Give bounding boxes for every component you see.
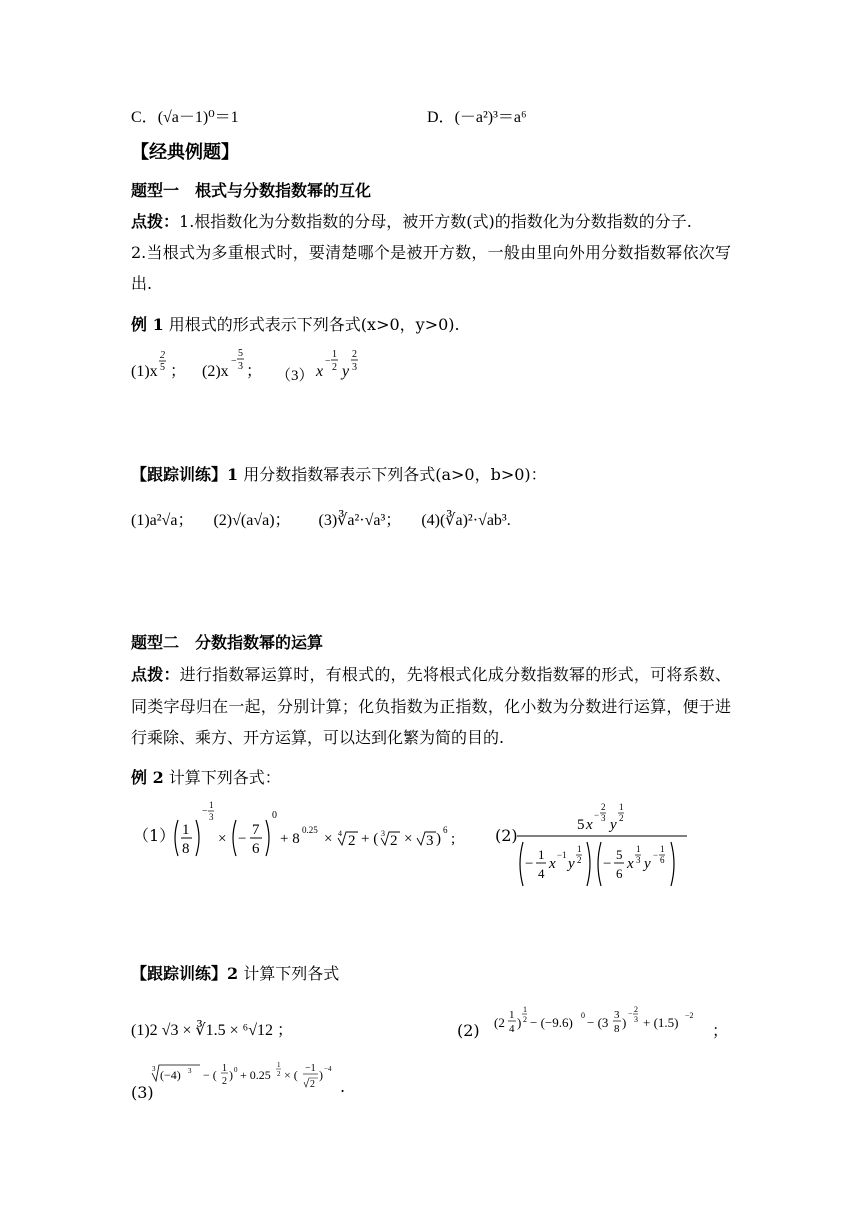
svg-text:0: 0 bbox=[272, 810, 277, 821]
type1-tip-line1: 1.根指数化为分数指数的分母，被开方数(式)的指数化为分数指数的分子. bbox=[179, 212, 692, 231]
type2-title: 题型二 分数指数幂的运算 bbox=[131, 633, 324, 652]
svg-text:1: 1 bbox=[509, 1009, 515, 1021]
svg-text:3: 3 bbox=[352, 362, 357, 373]
svg-text:x: x bbox=[586, 817, 593, 833]
practice1-item3: (3)∛a²·√a³； bbox=[318, 512, 402, 529]
practice1 bbox=[131, 465, 547, 485]
practice2-item2-end: ； bbox=[712, 1021, 729, 1040]
svg-text:3: 3 bbox=[152, 1065, 156, 1073]
svg-text:y: y bbox=[644, 856, 651, 872]
svg-text:1: 1 bbox=[636, 844, 641, 854]
svg-text:1: 1 bbox=[182, 822, 190, 838]
svg-text:8: 8 bbox=[614, 1023, 620, 1035]
svg-text:4: 4 bbox=[338, 829, 342, 838]
svg-text:1: 1 bbox=[209, 800, 214, 810]
svg-text:y: y bbox=[568, 856, 575, 872]
svg-text:−2: −2 bbox=[685, 1011, 694, 1020]
example1 bbox=[131, 315, 460, 335]
svg-text:×: × bbox=[324, 831, 333, 847]
practice1-text: 用分数指数幂表示下列各式(a>0，b>0)： bbox=[238, 465, 547, 484]
svg-text:2: 2 bbox=[523, 1015, 527, 1024]
svg-text:2: 2 bbox=[634, 1005, 638, 1014]
practice2-formula3 bbox=[148, 1057, 348, 1103]
svg-text:1: 1 bbox=[619, 802, 624, 812]
type1-tip bbox=[131, 206, 731, 299]
example1-text: 用根式的形式表示下列各式(x>0，y>0). bbox=[163, 315, 460, 334]
example2-label: 例 2 bbox=[131, 768, 164, 787]
svg-text:): ) bbox=[436, 831, 441, 847]
svg-text:1: 1 bbox=[538, 847, 545, 862]
svg-text:−: − bbox=[238, 831, 247, 847]
svg-text:y: y bbox=[610, 817, 617, 833]
svg-text:3: 3 bbox=[209, 812, 214, 822]
example1-formulas bbox=[128, 342, 388, 390]
svg-text:2: 2 bbox=[222, 1076, 227, 1087]
svg-text:7: 7 bbox=[252, 822, 260, 838]
svg-text:×: × bbox=[404, 831, 413, 847]
practice2-text: 计算下列各式 bbox=[238, 964, 340, 983]
ex2-item1-label: （1） bbox=[133, 826, 176, 845]
option-c-text: (√a－1)⁰＝1 bbox=[157, 109, 239, 126]
svg-text:−: − bbox=[603, 856, 612, 872]
example2-text: 计算下列各式： bbox=[163, 768, 281, 787]
svg-text:+ (: + ( bbox=[361, 831, 379, 847]
svg-text:5: 5 bbox=[160, 362, 165, 373]
svg-text:4: 4 bbox=[509, 1023, 515, 1035]
svg-text:8: 8 bbox=[182, 841, 190, 857]
svg-text:): ) bbox=[319, 1068, 323, 1082]
svg-text:× (: × ( bbox=[284, 1068, 298, 1082]
svg-text:2: 2 bbox=[619, 813, 624, 823]
svg-text:−: − bbox=[202, 806, 208, 817]
practice1-item1: (1)a²√a； bbox=[131, 512, 194, 529]
svg-text:2: 2 bbox=[348, 833, 356, 849]
svg-text:；: ； bbox=[170, 363, 187, 380]
svg-text:− (3: − (3 bbox=[587, 1015, 609, 1030]
svg-text:5: 5 bbox=[577, 817, 585, 833]
svg-text:3: 3 bbox=[426, 833, 434, 849]
type1-title: 题型一 根式与分数指数幂的互化 bbox=[131, 181, 372, 200]
ex1-item1-text: (1)x bbox=[131, 363, 158, 380]
svg-text:−1: −1 bbox=[557, 850, 567, 860]
svg-text:−: − bbox=[594, 810, 600, 820]
ex1-item1-exp: 2 bbox=[160, 350, 165, 361]
svg-text:2: 2 bbox=[390, 833, 398, 849]
svg-text:3: 3 bbox=[381, 829, 385, 838]
svg-text:0: 0 bbox=[234, 1066, 238, 1074]
svg-text:×: × bbox=[218, 831, 227, 847]
practice2-item3-end: . bbox=[340, 1077, 346, 1096]
type2-tip bbox=[131, 659, 731, 754]
svg-text:): ) bbox=[517, 1015, 522, 1030]
svg-text:5: 5 bbox=[238, 348, 243, 359]
svg-text:+ 0.25: + 0.25 bbox=[240, 1068, 271, 1082]
svg-text:− (−9.6): − (−9.6) bbox=[530, 1015, 573, 1030]
svg-text:(−4): (−4) bbox=[160, 1068, 181, 1082]
svg-text:1: 1 bbox=[577, 844, 582, 854]
example1-label: 例 1 bbox=[131, 315, 164, 334]
svg-text:−: − bbox=[525, 856, 534, 872]
ex1-item2-text: (2)x bbox=[202, 363, 229, 380]
svg-text:2: 2 bbox=[352, 349, 357, 360]
svg-text:6: 6 bbox=[443, 825, 448, 835]
svg-text:2: 2 bbox=[332, 362, 337, 373]
svg-text:2: 2 bbox=[277, 1070, 281, 1078]
svg-text:1: 1 bbox=[222, 1063, 227, 1074]
type2-tip-label: 点拨： bbox=[131, 665, 180, 684]
svg-text:6: 6 bbox=[616, 866, 623, 881]
option-c bbox=[131, 108, 239, 128]
ex2-item2-label: (2) bbox=[495, 826, 518, 845]
svg-text:3: 3 bbox=[634, 1015, 638, 1024]
ex2-formula2 bbox=[515, 798, 695, 890]
svg-text:1: 1 bbox=[332, 349, 337, 360]
svg-text:；: ； bbox=[246, 363, 263, 380]
svg-text:−: − bbox=[231, 356, 237, 367]
svg-text:−: − bbox=[653, 850, 659, 860]
svg-text:3: 3 bbox=[238, 361, 243, 372]
practice1-label: 【跟踪训练】1 bbox=[131, 465, 239, 484]
type1-tip-line2: 2.当根式为多重根式时，要清楚哪个是被开方数，一般由里向外用分数指数幂依次写出. bbox=[131, 243, 731, 293]
svg-text:5: 5 bbox=[616, 847, 623, 862]
svg-text:): ) bbox=[229, 1068, 233, 1082]
svg-text:x: x bbox=[549, 856, 556, 872]
svg-text:0: 0 bbox=[581, 1011, 585, 1020]
option-c-label: C． bbox=[131, 109, 158, 126]
practice2-item3-label: (3) bbox=[131, 1083, 154, 1102]
svg-text:6: 6 bbox=[252, 841, 260, 857]
practice1-items bbox=[131, 511, 511, 531]
svg-text:): ) bbox=[622, 1015, 627, 1030]
type2-tip-text: 进行指数幂运算时，有根式的，先将根式化成分数指数幂的形式，可将系数、同类字母归在一起，分别计算；化负指数为正指数，化小数为分数进行运算，便于进行乘除、乘方、开方运算，可以达到化繁为简的目的. bbox=[131, 665, 731, 747]
practice2-item1: (1)2 √3 × ∛1.5 × ⁶√12 ； bbox=[131, 1022, 294, 1039]
svg-text:2: 2 bbox=[577, 855, 582, 865]
practice2-formula2 bbox=[492, 998, 722, 1044]
svg-text:;: ; bbox=[451, 831, 456, 847]
svg-text:−: − bbox=[325, 356, 331, 367]
example2 bbox=[131, 768, 281, 788]
ex1-item3-text: （3） bbox=[276, 368, 314, 384]
svg-text:2: 2 bbox=[601, 802, 606, 812]
svg-text:4: 4 bbox=[538, 866, 545, 881]
type1-tip-label: 点拨： bbox=[131, 212, 180, 231]
svg-text:−4: −4 bbox=[324, 1065, 332, 1073]
svg-text:3: 3 bbox=[188, 1067, 192, 1075]
svg-text:3: 3 bbox=[614, 1009, 620, 1021]
svg-text:3: 3 bbox=[636, 855, 641, 865]
practice2 bbox=[131, 964, 339, 984]
svg-text:− (: − ( bbox=[203, 1068, 217, 1082]
svg-text:(2: (2 bbox=[494, 1015, 505, 1030]
section-title: 【经典例题】 bbox=[131, 142, 239, 163]
svg-text:1: 1 bbox=[660, 844, 665, 854]
svg-text:0.25: 0.25 bbox=[302, 825, 318, 835]
option-d bbox=[427, 108, 527, 128]
practice2-label: 【跟踪训练】2 bbox=[131, 964, 239, 983]
practice1-item2: (2)√(a√a)； bbox=[213, 512, 291, 529]
svg-text:y: y bbox=[342, 363, 350, 380]
svg-text:x: x bbox=[627, 856, 634, 872]
svg-text:−1: −1 bbox=[305, 1063, 316, 1074]
svg-text:−: − bbox=[628, 1009, 633, 1018]
svg-text:3: 3 bbox=[601, 813, 606, 823]
option-d-text: (－a²)³＝a⁶ bbox=[454, 109, 527, 126]
svg-text:+ (1.5): + (1.5) bbox=[643, 1015, 679, 1030]
svg-text:x: x bbox=[316, 363, 324, 380]
ex2-formula1 bbox=[168, 798, 468, 878]
svg-text:+ 8: + 8 bbox=[280, 831, 300, 847]
option-d-label: D． bbox=[427, 109, 455, 126]
svg-text:6: 6 bbox=[660, 855, 665, 865]
svg-text:1: 1 bbox=[523, 1005, 527, 1014]
svg-text:1: 1 bbox=[277, 1061, 281, 1069]
svg-text:2: 2 bbox=[310, 1079, 315, 1090]
practice2-item2-label: (2) bbox=[457, 1021, 480, 1040]
practice1-item4: (4)(∛a)²·√ab³. bbox=[421, 512, 511, 529]
